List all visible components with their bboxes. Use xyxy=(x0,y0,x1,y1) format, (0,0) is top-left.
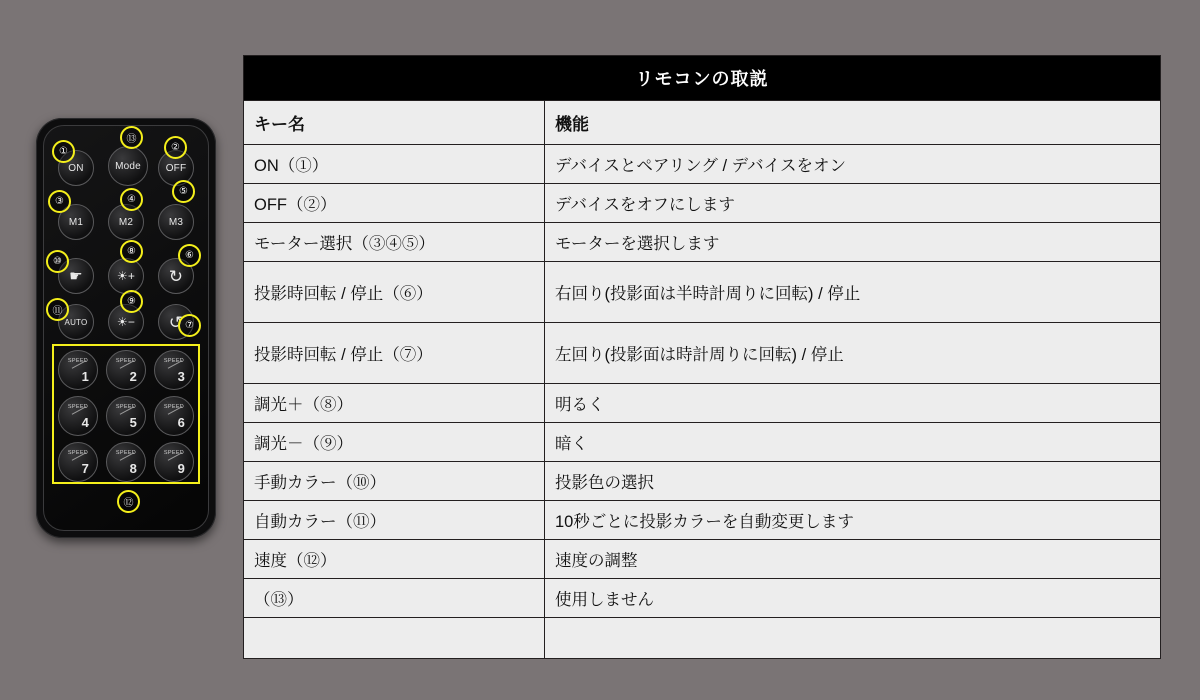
speed-number: 7 xyxy=(81,461,89,476)
rotate-clockwise-icon: ↻ xyxy=(168,266,184,286)
table-row xyxy=(244,579,1161,618)
row-key: 手動カラー（⑩） xyxy=(244,462,545,501)
table-row xyxy=(244,223,1161,262)
table-row xyxy=(244,184,1161,223)
speed-number: 4 xyxy=(81,415,89,430)
speed-number: 9 xyxy=(177,461,185,476)
column-header-key: キー名 xyxy=(244,101,545,145)
row-function xyxy=(545,618,1161,659)
speed-label: SPEED xyxy=(163,450,185,456)
callout-5: ⑤ xyxy=(172,180,195,203)
row-key: 速度（⑫） xyxy=(244,540,545,579)
table-row xyxy=(244,540,1161,579)
remote-manual-table xyxy=(243,55,1161,659)
remote-body xyxy=(36,118,216,538)
remote-button-on-label: ON xyxy=(68,162,84,174)
table-row xyxy=(244,423,1161,462)
remote-speed-button-1[interactable] xyxy=(58,350,98,390)
remote-speed-button-2[interactable] xyxy=(106,350,146,390)
callout-9: ⑨ xyxy=(120,290,143,313)
speed-label: SPEED xyxy=(67,450,89,456)
table-title-row xyxy=(244,56,1161,101)
brightness-up-icon: ☀+ xyxy=(116,269,136,283)
speed-label: SPEED xyxy=(115,358,137,364)
speed-number: 3 xyxy=(177,369,185,384)
hand-pointer-icon: ☛ xyxy=(69,267,83,285)
callout-3: ③ xyxy=(48,190,71,213)
rotate-counterclockwise-icon: ↺ xyxy=(168,312,184,332)
speed-number: 8 xyxy=(129,461,137,476)
remote-button-mode[interactable] xyxy=(108,146,148,186)
callout-4: ④ xyxy=(120,188,143,211)
speed-label: SPEED xyxy=(67,404,89,410)
row-key xyxy=(244,618,545,659)
speed-number: 5 xyxy=(129,415,137,430)
table-row xyxy=(244,462,1161,501)
row-key: ON（①） xyxy=(244,145,545,184)
remote-speed-button-4[interactable] xyxy=(58,396,98,436)
callout-2: ② xyxy=(164,136,187,159)
row-key: 調光＋（⑧） xyxy=(244,384,545,423)
callout-6: ⑥ xyxy=(178,244,201,267)
column-header-function: 機能 xyxy=(545,101,1161,145)
row-key: 自動カラー（⑪） xyxy=(244,501,545,540)
table-row xyxy=(244,145,1161,184)
row-function: 使用しません xyxy=(545,579,1161,618)
callout-8: ⑧ xyxy=(120,240,143,263)
speed-number: 6 xyxy=(177,415,185,430)
row-key: 投影時回転 / 停止（⑦） xyxy=(244,323,545,384)
row-function: 10秒ごとに投影カラーを自動変更します xyxy=(545,501,1161,540)
callout-13: ⑬ xyxy=(120,126,143,149)
row-function: 左回り(投影面は時計周りに回転) / 停止 xyxy=(545,323,1161,384)
row-function: デバイスとペアリング / デバイスをオン xyxy=(545,145,1161,184)
remote-button-brightness-up[interactable] xyxy=(108,258,144,294)
callout-1: ① xyxy=(52,140,75,163)
speed-number: 1 xyxy=(81,369,89,384)
remote-button-m3[interactable] xyxy=(158,204,194,240)
remote-button-auto-label: AUTO xyxy=(64,317,88,327)
remote-button-m2-label: M2 xyxy=(118,216,134,228)
remote-speed-button-9[interactable] xyxy=(154,442,194,482)
callout-7: ⑦ xyxy=(178,314,201,337)
row-key: 投影時回転 / 停止（⑥） xyxy=(244,262,545,323)
remote-button-mode-label: Mode xyxy=(115,160,141,172)
table-header-row xyxy=(244,101,1161,145)
row-function: 投影色の選択 xyxy=(545,462,1161,501)
table-row xyxy=(244,501,1161,540)
remote-speed-button-8[interactable] xyxy=(106,442,146,482)
row-function: 暗く xyxy=(545,423,1161,462)
speed-label: SPEED xyxy=(163,358,185,364)
remote-speed-button-5[interactable] xyxy=(106,396,146,436)
row-key: モーター選択（③④⑤） xyxy=(244,223,545,262)
table-title: リモコンの取説 xyxy=(244,56,1161,101)
remote-control-illustration xyxy=(36,118,216,538)
remote-speed-button-6[interactable] xyxy=(154,396,194,436)
row-key: （⑬） xyxy=(244,579,545,618)
row-function: 明るく xyxy=(545,384,1161,423)
table-row xyxy=(244,262,1161,323)
table-row-empty xyxy=(244,618,1161,659)
remote-button-off-label: OFF xyxy=(165,162,187,174)
table-row xyxy=(244,384,1161,423)
row-key: OFF（②） xyxy=(244,184,545,223)
row-function: モーターを選択します xyxy=(545,223,1161,262)
speed-label: SPEED xyxy=(115,404,137,410)
callout-11: ⑪ xyxy=(46,298,69,321)
row-key: 調光－（⑨） xyxy=(244,423,545,462)
speed-label: SPEED xyxy=(163,404,185,410)
remote-speed-button-3[interactable] xyxy=(154,350,194,390)
speed-label: SPEED xyxy=(67,358,89,364)
row-function: 右回り(投影面は半時計周りに回転) / 停止 xyxy=(545,262,1161,323)
callout-10: ⑩ xyxy=(46,250,69,273)
remote-button-m1-label: M1 xyxy=(68,216,84,228)
row-function: デバイスをオフにします xyxy=(545,184,1161,223)
table-row xyxy=(244,323,1161,384)
speed-label: SPEED xyxy=(115,450,137,456)
callout-12: ⑫ xyxy=(117,490,140,513)
remote-button-m3-label: M3 xyxy=(168,216,184,228)
remote-speed-button-7[interactable] xyxy=(58,442,98,482)
row-function: 速度の調整 xyxy=(545,540,1161,579)
brightness-down-icon: ☀− xyxy=(116,315,136,329)
speed-number: 2 xyxy=(129,369,137,384)
